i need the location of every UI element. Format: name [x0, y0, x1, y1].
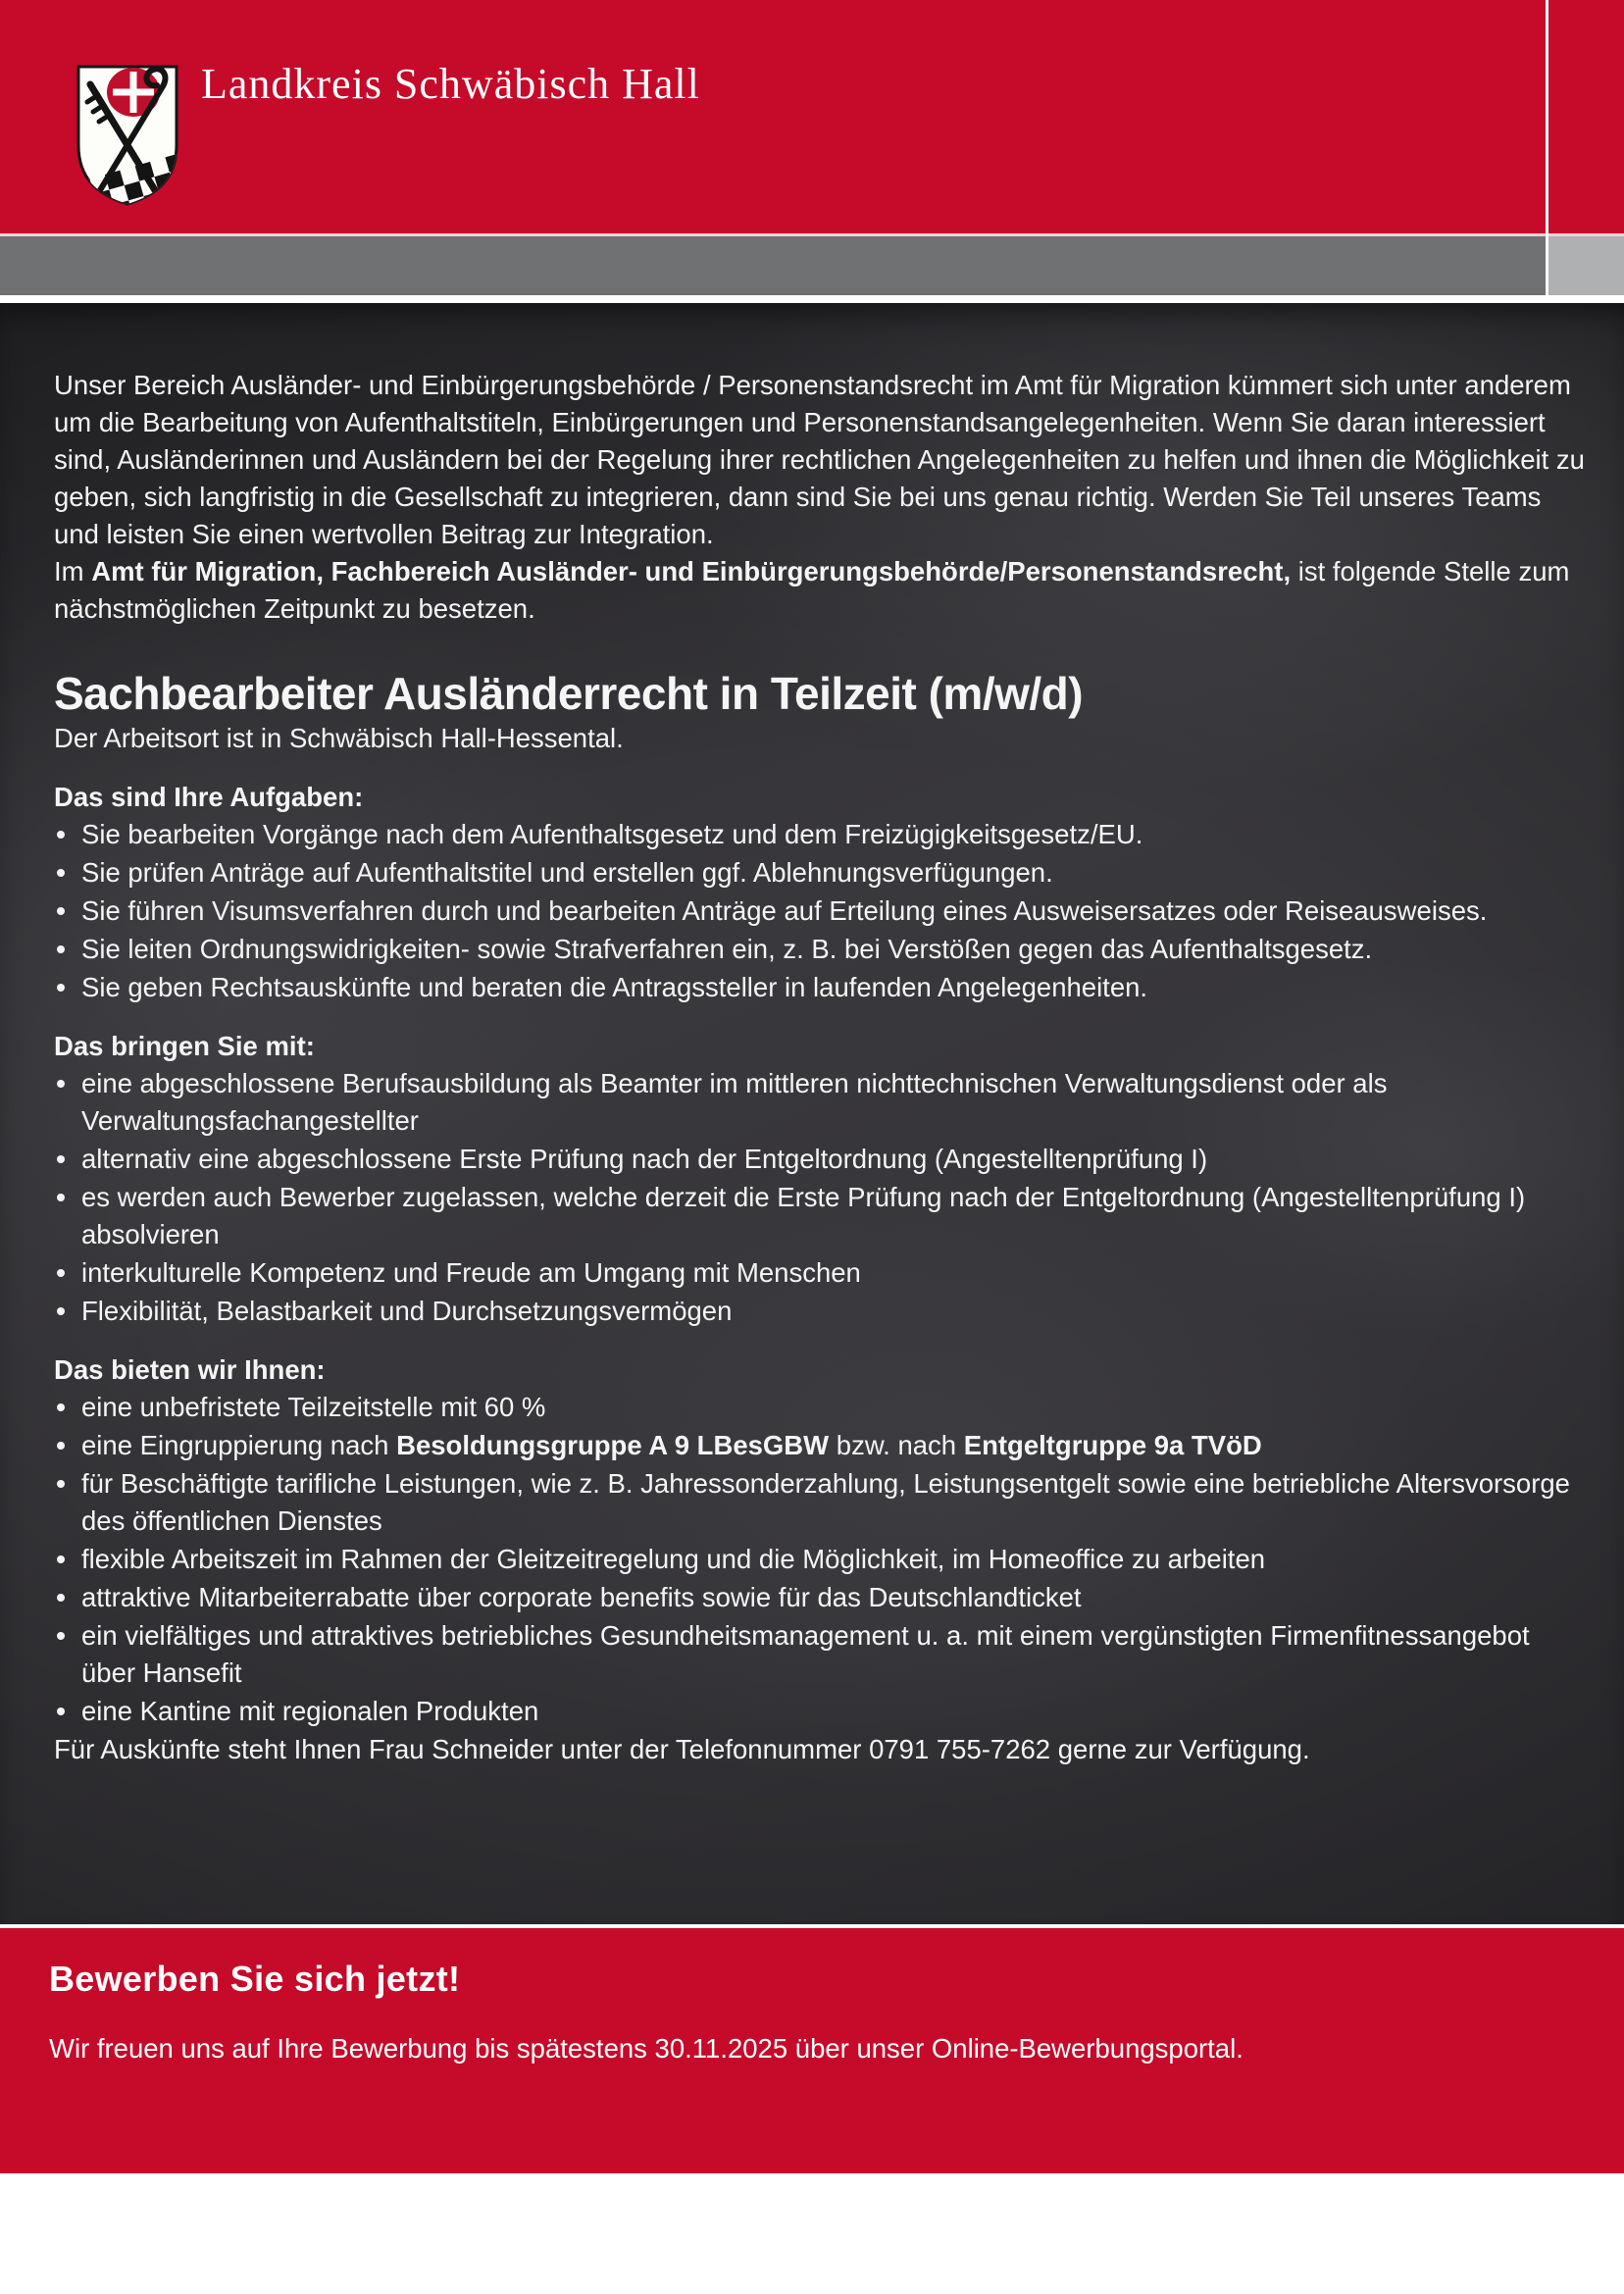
section-heading-aufgaben: Das sind Ihre Aufgaben: — [54, 782, 364, 812]
header-divider-vertical — [1546, 0, 1548, 295]
list-item: Sie bearbeiten Vorgänge nach dem Aufenthaltsgesetz und dem Freizügigkeitsgesetz/EU. — [54, 816, 1585, 853]
list-item: Sie geben Rechtsauskünfte und beraten die Antragssteller in laufenden Angelegenheiten. — [54, 969, 1585, 1006]
list-item: Sie führen Visumsverfahren durch und bearbeiten Anträge auf Erteilung eines Ausweisersatzes oder Reiseausweises. — [54, 892, 1585, 930]
list-item: Sie leiten Ordnungswidrigkeiten- sowie Strafverfahren ein, z. B. bei Verstößen gegen das Aufenthaltsgesetz. — [54, 931, 1585, 968]
list-item: flexible Arbeitszeit im Rahmen der Gleitzeitregelung und die Möglichkeit, im Homeoffice zu arbeiten — [54, 1541, 1585, 1578]
list-item: Flexibilität, Belastbarkeit und Durchsetzungsvermögen — [54, 1293, 1585, 1330]
header-gray-band — [0, 236, 1624, 295]
page-header — [0, 0, 1624, 295]
list-item: für Beschäftigte tarifliche Leistungen, wie z. B. Jahressonderzahlung, Leistungsentgelt sowie eine betriebliche Altersvorsorge des öffentlichen Dienstes — [54, 1465, 1585, 1540]
cta-heading: Bewerben Sie sich jetzt! — [49, 1959, 461, 1999]
header-gray-band-right — [1548, 236, 1624, 295]
list-item: attraktive Mitarbeiterrabatte über corporate benefits sowie für das Deutschlandticket — [54, 1579, 1585, 1616]
org-name: Landkreis Schwäbisch Hall — [201, 60, 700, 108]
profile-list — [54, 1065, 1585, 1330]
list-item: interkulturelle Kompetenz und Freude am Umgang mit Menschen — [54, 1254, 1585, 1292]
list-item: eine Kantine mit regionalen Produkten — [54, 1693, 1585, 1730]
benefits-list — [54, 1389, 1585, 1730]
list-item: eine unbefristete Teilzeitstelle mit 60 % — [54, 1389, 1585, 1426]
task-list — [54, 816, 1585, 1006]
section-heading-angebot: Das bieten wir Ihnen: — [54, 1354, 326, 1385]
section-heading-profil: Das bringen Sie mit: — [54, 1031, 315, 1061]
intro-paragraph-1: Unser Bereich Ausländer- und Einbürgerungsbehörde / Personenstandsrecht im Amt für Migration kümmert sich unter anderem um die Bearbeitung von Aufenthaltstiteln, Einbürgerungen und Personenstandsangelegenheiten. Wenn Sie daran interessiert sind, Ausländerinnen und Ausländern bei der Regelung ihrer rechtlichen Angelegenheiten zu helfen und ihnen die Möglichkeit zu geben, sich langfristig in die Gesellschaft zu integrieren, dann sind Sie bei uns genau richtig. Werden Sie Teil unseres Teams und leisten Sie einen wertvollen Beitrag zur Integration. — [54, 370, 1585, 549]
content-area — [0, 303, 1624, 1924]
list-item: Sie prüfen Anträge auf Aufenthaltstitel und erstellen ggf. Ablehnungsverfügungen. — [54, 854, 1585, 892]
cta-footer — [0, 1928, 1624, 2173]
list-item: eine Eingruppierung nach Besoldungsgruppe A 9 LBesGBW bzw. nach Entgeltgruppe 9a TVöD — [54, 1427, 1585, 1464]
contact-line: Für Auskünfte steht Ihnen Frau Schneider unter der Telefonnummer 0791 755-7262 gerne zur Verfügung. — [54, 1734, 1310, 1764]
header-red-banner — [0, 0, 1624, 233]
location-line: Der Arbeitsort ist in Schwäbisch Hall-Hessental. — [54, 723, 624, 753]
job-title: Sachbearbeiter Ausländerrecht in Teilzeit (m/w/d) — [54, 668, 1084, 719]
intro-paragraph-2: Im Amt für Migration, Fachbereich Ausländer- und Einbürgerungsbehörde/Personenstandsrecht, ist folgende Stelle zum nächstmöglichen Zeitpunkt zu besetzen. — [54, 556, 1570, 624]
list-item: eine abgeschlossene Berufsausbildung als Beamter im mittleren nichttechnischen Verwaltungsdienst oder als Verwaltungsfachangestellter — [54, 1065, 1585, 1140]
coat-of-arms-icon — [73, 63, 182, 213]
list-item: ein vielfältiges und attraktives betriebliches Gesundheitsmanagement u. a. mit einem vergünstigten Firmenfitnessangebot über Hansefit — [54, 1617, 1585, 1692]
content-separator-top — [0, 295, 1624, 303]
list-item: alternativ eine abgeschlossene Erste Prüfung nach der Entgeltordnung (Angestelltenprüfung I) — [54, 1141, 1585, 1178]
deadline-line: Wir freuen uns auf Ihre Bewerbung bis spätestens 30.11.2025 über unser Online-Bewerbungsportal. — [49, 2033, 1243, 2064]
list-item: es werden auch Bewerber zugelassen, welche derzeit die Erste Prüfung nach der Entgeltordnung (Angestelltenprüfung I) absolvieren — [54, 1179, 1585, 1253]
